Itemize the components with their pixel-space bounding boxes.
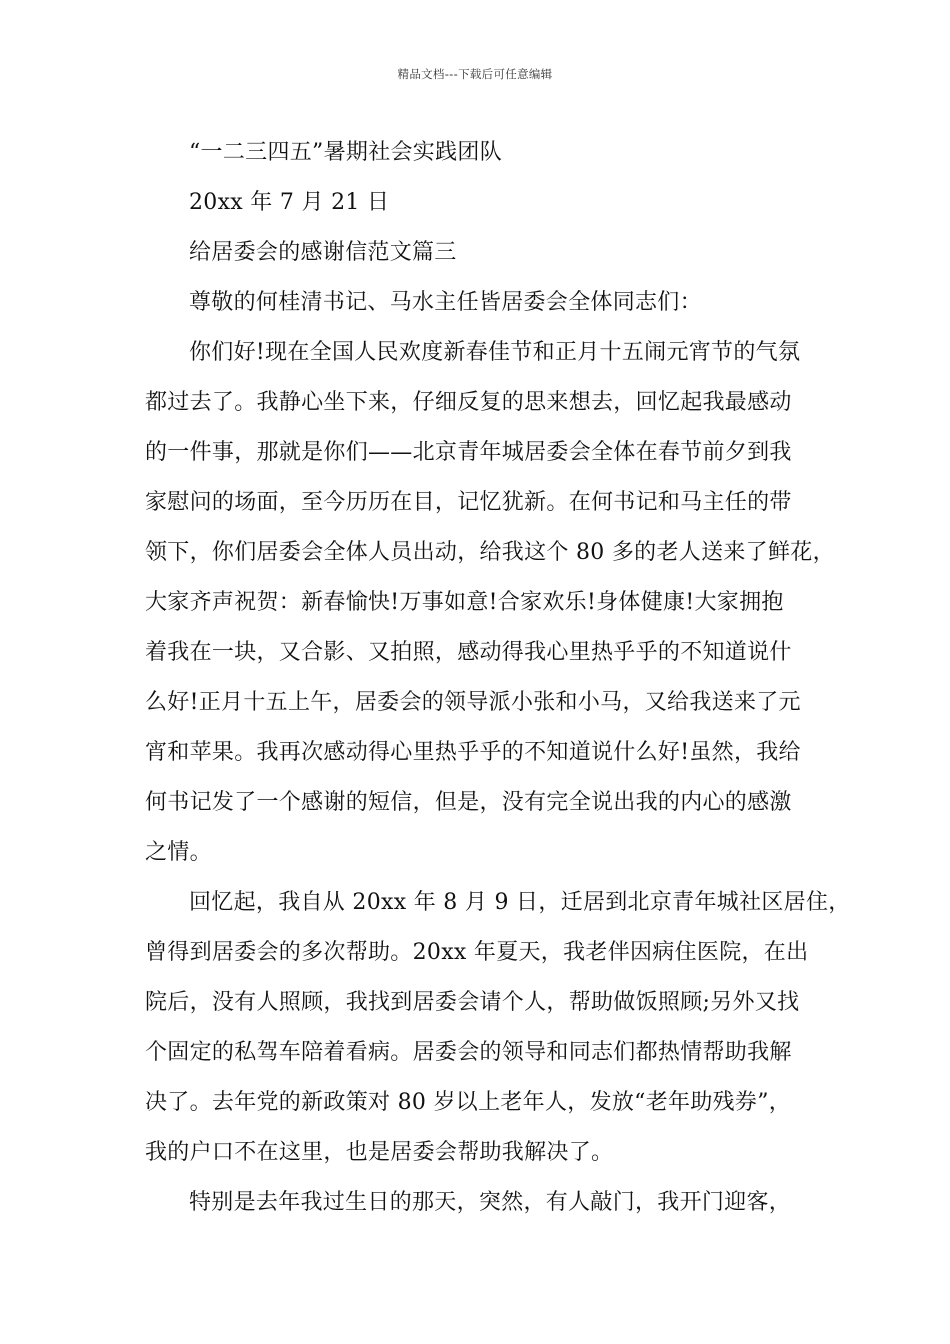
paragraph-line: 都过去了。我静心坐下来，仔细反复的思来想去，回忆起我最感动 [145, 390, 792, 415]
paragraph-2 [145, 878, 851, 1178]
section-title: 给居委会的感谢信范文篇三 [189, 240, 457, 265]
paragraph-line: 回忆起，我自从 20xx 年 8 月 9 日，迁居到北京青年城社区居住， [189, 890, 851, 915]
paragraph-line: 个固定的私驾车陪着看病。居委会的领导和同志们都热情帮助我解 [145, 1040, 792, 1065]
paragraph-1 [145, 328, 835, 878]
paragraph-line: 领下，你们居委会全体人员出动，给我这个 80 多的老人送来了鲜花， [145, 540, 835, 565]
paragraph-line: 院后，没有人照顾，我找到居委会请个人，帮助做饭照顾;另外又找 [145, 990, 800, 1015]
paragraph-3 [145, 1178, 825, 1228]
signature-date: 20xx 年 7 月 21 日 [189, 190, 390, 215]
paragraph-line: 决了。去年党的新政策对 80 岁以上老年人，发放“老年助残券”， [145, 1090, 792, 1115]
paragraph-line: 么好!正月十五上午，居委会的领导派小张和小马，又给我送来了元 [145, 690, 801, 715]
paragraph-line: 特别是去年我过生日的那天，突然，有人敲门，我开门迎客， [189, 1190, 792, 1215]
paragraph-line: 的一件事，那就是你们——北京青年城居委会全体在春节前夕到我 [145, 440, 792, 465]
salutation: 尊敬的何桂清书记、马水主任皆居委会全体同志们： [189, 290, 702, 315]
paragraph-line: 何书记发了一个感谢的短信，但是，没有完全说出我的内心的感激 [145, 790, 792, 815]
paragraph-line: 着我在一块，又合影、又拍照，感动得我心里热乎乎的不知道说什 [145, 640, 792, 665]
document-body [145, 128, 851, 1228]
page-header-note: 精品文档---下载后可任意编辑 [397, 67, 553, 81]
paragraph-line: 你们好!现在全国人民欢度新春佳节和正月十五闹元宵节的气氛 [189, 340, 801, 365]
paragraph-line: 我的户口不在这里，也是居委会帮助我解决了。 [145, 1140, 614, 1165]
paragraph-line: 宵和苹果。我再次感动得心里热乎乎的不知道说什么好!虽然，我给 [145, 740, 801, 765]
paragraph-line: 家慰问的场面，至今历历在目，记忆犹新。在何书记和马主任的带 [145, 490, 792, 515]
paragraph-line: 曾得到居委会的多次帮助。20xx 年夏天，我老伴因病住医院，在出 [145, 940, 809, 965]
paragraph-line: 之情。 [145, 840, 212, 865]
paragraph-line: 大家齐声祝贺：新春愉快!万事如意!合家欢乐!身体健康!大家拥抱 [145, 590, 784, 615]
signature-team: “一二三四五”暑期社会实践团队 [189, 140, 502, 165]
